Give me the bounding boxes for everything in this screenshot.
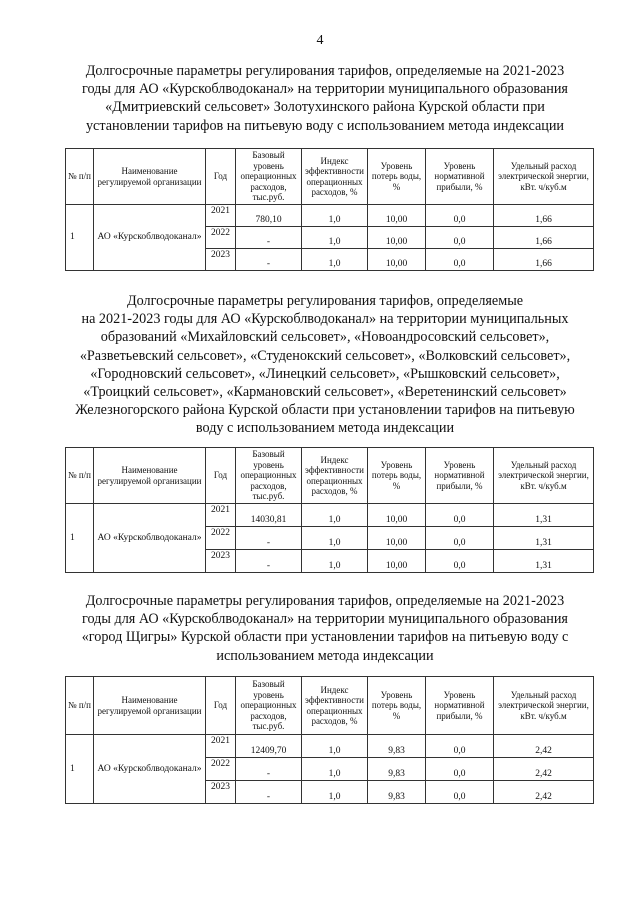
loss-cell: 10,00 <box>368 205 426 227</box>
year-cell: 2021 <box>206 504 236 527</box>
section-1-title <box>40 62 610 135</box>
header-org: Наименование регулируемой организации <box>94 149 206 205</box>
profit-cell: 0,0 <box>426 735 494 758</box>
base-cell: - <box>236 249 302 271</box>
header-eff: Индекс эффективности операционных расходов, % <box>302 149 368 205</box>
loss-cell: 9,83 <box>368 781 426 804</box>
section-2-table <box>65 447 594 573</box>
row-number: 1 <box>66 504 94 573</box>
title-line: образований «Михайловский сельсовет», «Новоандросовский сельсовет», <box>100 329 550 346</box>
title-line: «Дмитриевский сельсовет» Золотухинского района Курской области при <box>105 99 545 116</box>
header-base: Базовый уровень операционных расходов, тыс.руб. <box>236 448 302 504</box>
loss-cell: 10,00 <box>368 504 426 527</box>
row-number: 1 <box>66 205 94 271</box>
header-num: № п/п <box>66 677 94 735</box>
header-profit: Уровень нормативной прибыли, % <box>426 149 494 205</box>
header-org: Наименование регулируемой организации <box>94 448 206 504</box>
year-cell: 2023 <box>206 249 236 271</box>
header-org: Наименование регулируемой организации <box>94 677 206 735</box>
header-loss: Уровень потерь воды, % <box>368 448 426 504</box>
year-cell: 2021 <box>206 735 236 758</box>
org-name: АО «Курскоблводоканал» <box>94 735 206 804</box>
energy-cell: 1,66 <box>494 249 594 271</box>
energy-cell: 1,66 <box>494 205 594 227</box>
year-cell: 2022 <box>206 758 236 781</box>
eff-cell: 1,0 <box>302 781 368 804</box>
year-cell: 2023 <box>206 550 236 573</box>
eff-cell: 1,0 <box>302 249 368 271</box>
profit-cell: 0,0 <box>426 527 494 550</box>
base-cell: - <box>236 227 302 249</box>
energy-cell: 2,42 <box>494 758 594 781</box>
header-eff: Индекс эффективности операционных расходов, % <box>302 448 368 504</box>
eff-cell: 1,0 <box>302 758 368 781</box>
title-line: «город Щигры» Курской области при установлении тарифов на питьевую воду с <box>81 629 569 646</box>
profit-cell: 0,0 <box>426 504 494 527</box>
profit-cell: 0,0 <box>426 758 494 781</box>
header-loss: Уровень потерь воды, % <box>368 677 426 735</box>
year-cell: 2023 <box>206 781 236 804</box>
title-line: установлении тарифов на питьевую воду с использованием метода индексации <box>85 117 565 134</box>
base-cell: 14030,81 <box>236 504 302 527</box>
profit-cell: 0,0 <box>426 781 494 804</box>
table-header-row <box>66 149 594 205</box>
title-line: «Разветьевский сельсовет», «Студенокский сельсовет», «Волковский сельсовет», <box>79 347 571 364</box>
loss-cell: 10,00 <box>368 249 426 271</box>
title-line: годы для АО «Курскоблводоканал» на территории муниципального образования <box>82 611 568 628</box>
section-1-table <box>65 148 594 271</box>
title-line: годы для АО «Курскоблводоканал» на территории муниципального образования <box>82 81 568 98</box>
section-3-table <box>65 676 594 804</box>
base-cell: - <box>236 758 302 781</box>
year-cell: 2022 <box>206 227 236 249</box>
loss-cell: 10,00 <box>368 227 426 249</box>
header-loss: Уровень потерь воды, % <box>368 149 426 205</box>
eff-cell: 1,0 <box>302 550 368 573</box>
loss-cell: 10,00 <box>368 527 426 550</box>
table-row <box>66 735 594 758</box>
header-energy: Удельный расход электрической энергии, кВт. ч/куб.м <box>494 149 594 205</box>
base-cell: 12409,70 <box>236 735 302 758</box>
eff-cell: 1,0 <box>302 227 368 249</box>
title-line: Железногорского района Курской области при установлении тарифов на питьевую <box>75 402 575 419</box>
profit-cell: 0,0 <box>426 205 494 227</box>
table-header-row <box>66 677 594 735</box>
header-year: Год <box>206 149 236 205</box>
base-cell: 780,10 <box>236 205 302 227</box>
profit-cell: 0,0 <box>426 249 494 271</box>
header-profit: Уровень нормативной прибыли, % <box>426 448 494 504</box>
base-cell: - <box>236 550 302 573</box>
energy-cell: 2,42 <box>494 735 594 758</box>
title-line: на 2021-2023 годы для АО «Курскоблводоканал» на территории муниципальных <box>81 311 569 328</box>
header-energy: Удельный расход электрической энергии, кВт. ч/куб.м <box>494 448 594 504</box>
energy-cell: 1,31 <box>494 550 594 573</box>
title-line: «Троицкий сельсовет», «Кармановский сельсовет», «Веретенинский сельсовет» <box>83 384 567 401</box>
year-cell: 2022 <box>206 527 236 550</box>
section-2-title <box>40 292 610 438</box>
title-line: Долгосрочные параметры регулирования тарифов, определяемые <box>126 293 524 309</box>
loss-cell: 10,00 <box>368 550 426 573</box>
eff-cell: 1,0 <box>302 504 368 527</box>
header-eff: Индекс эффективности операционных расходов, % <box>302 677 368 735</box>
energy-cell: 1,66 <box>494 227 594 249</box>
header-num: № п/п <box>66 448 94 504</box>
header-num: № п/п <box>66 149 94 205</box>
header-profit: Уровень нормативной прибыли, % <box>426 677 494 735</box>
profit-cell: 0,0 <box>426 550 494 573</box>
eff-cell: 1,0 <box>302 735 368 758</box>
header-base: Базовый уровень операционных расходов, тыс.руб. <box>236 677 302 735</box>
profit-cell: 0,0 <box>426 227 494 249</box>
energy-cell: 1,31 <box>494 527 594 550</box>
page-number: 4 <box>316 33 324 48</box>
header-year: Год <box>206 448 236 504</box>
loss-cell: 9,83 <box>368 735 426 758</box>
title-line: «Городновский сельсовет», «Линецкий сельсовет», «Рышковский сельсовет», <box>90 365 560 382</box>
base-cell: - <box>236 527 302 550</box>
title-line: воду с использованием метода индексации <box>195 420 455 437</box>
title-line: использованием метода индексации <box>216 647 434 664</box>
loss-cell: 9,83 <box>368 758 426 781</box>
table-header-row <box>66 448 594 504</box>
base-cell: - <box>236 781 302 804</box>
energy-cell: 1,31 <box>494 504 594 527</box>
energy-cell: 2,42 <box>494 781 594 804</box>
row-number: 1 <box>66 735 94 804</box>
org-name: АО «Курскоблводоканал» <box>94 205 206 271</box>
section-3-title <box>40 592 610 665</box>
eff-cell: 1,0 <box>302 205 368 227</box>
title-line: Долгосрочные параметры регулирования тарифов, определяемые на 2021-2023 <box>85 593 565 609</box>
year-cell: 2021 <box>206 205 236 227</box>
eff-cell: 1,0 <box>302 527 368 550</box>
header-energy: Удельный расход электрической энергии, кВт. ч/куб.м <box>494 677 594 735</box>
org-name: АО «Курскоблводоканал» <box>94 504 206 573</box>
table-row <box>66 205 594 227</box>
header-year: Год <box>206 677 236 735</box>
table-row <box>66 504 594 527</box>
title-line: Долгосрочные параметры регулирования тарифов, определяемые на 2021-2023 <box>85 63 565 79</box>
header-base: Базовый уровень операционных расходов, тыс.руб. <box>236 149 302 205</box>
